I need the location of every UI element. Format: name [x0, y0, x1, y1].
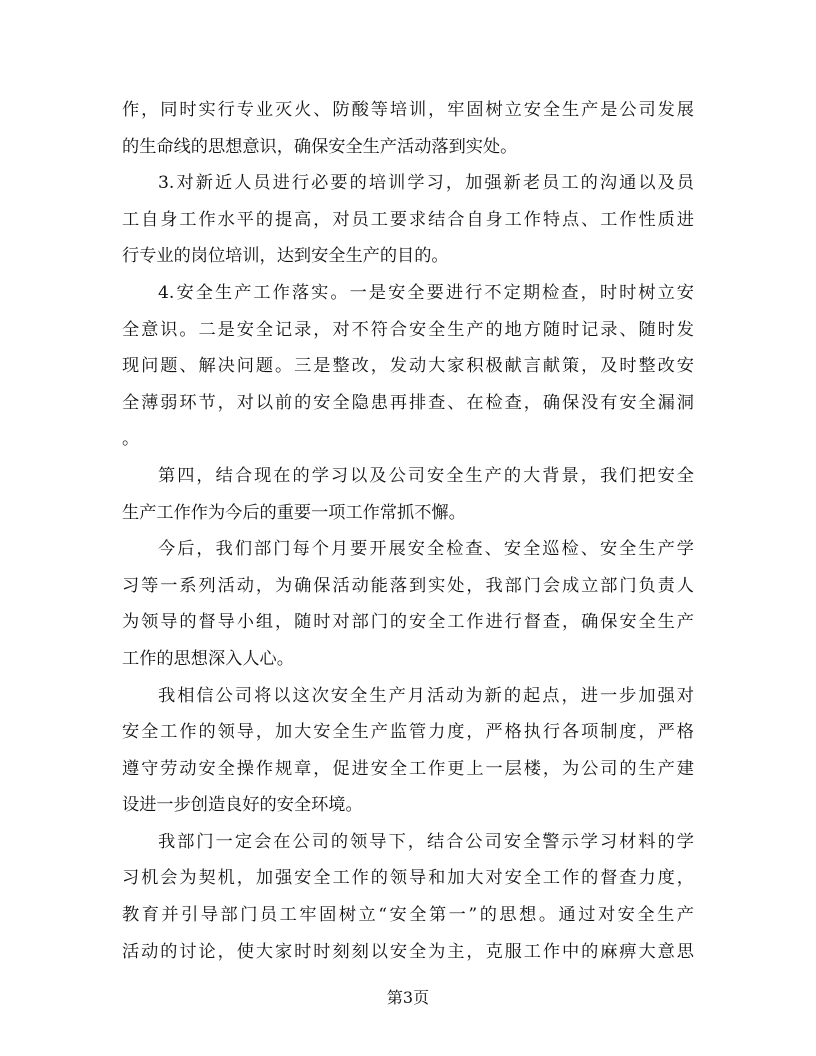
- text-line: 习机会为契机，加强安全工作的领导和加大对安全工作的督查力度，: [122, 868, 694, 889]
- text-line: 行专业的岗位培训，达到安全生产的目的。: [122, 246, 449, 267]
- text-line: 现问题、解决问题。三是整改，发动大家积极献言献策，及时整改安: [122, 356, 694, 377]
- text-line: 我相信公司将以这次安全生产月活动为新的起点，进一步加强对: [158, 685, 694, 706]
- text-line: 4.安全生产工作落实。一是安全要进行不定期检查，时时树立安: [158, 282, 694, 303]
- text-line: 遵守劳动安全操作规章，促进安全工作更上一层楼，为公司的生产建: [122, 758, 694, 779]
- text-line: 第四，结合现在的学习以及公司安全生产的大背景，我们把安全: [158, 465, 694, 486]
- text-line: 全意识。二是安全记录，对不符合安全生产的地方随时记录、随时发: [122, 319, 694, 340]
- text-line: 工作的思想深入人心。: [122, 648, 294, 669]
- text-line: 生产工作作为今后的重要一项工作常抓不懈。: [122, 502, 466, 523]
- text-line: 教育并引导部门员工牢固树立“安全第一”的思想。通过对安全生产: [122, 905, 694, 926]
- page-number: 第3页: [386, 988, 430, 1007]
- text-line: 今后，我们部门每个月要开展安全检查、安全巡检、安全生产学: [158, 539, 694, 560]
- text-line: 我部门一定会在公司的领导下，结合公司安全警示学习材料的学: [158, 831, 694, 852]
- text-line: 安全工作的领导，加大安全生产监管力度，严格执行各项制度，严格: [122, 722, 694, 743]
- text-line: 工自身工作水平的提高，对员工要求结合自身工作特点、工作性质进: [122, 209, 694, 230]
- text-line: 作，同时实行专业灭火、防酸等培训，牢固树立安全生产是公司发展: [122, 100, 694, 120]
- text-line: 活动的讨论，使大家时时刻刻以安全为主，克服工作中的麻痹大意思: [122, 941, 694, 962]
- text-line: 为领导的督导小组，随时对部门的安全工作进行督查，确保安全生产: [122, 612, 694, 633]
- text-line: 3.对新近人员进行必要的培训学习，加强新老员工的沟通以及员: [158, 173, 694, 194]
- text-line: 习等一系列活动，为确保活动能落到实处，我部门会成立部门负责人: [122, 575, 694, 596]
- text-line: 的生命线的思想意识，确保安全生产活动落到实处。: [122, 136, 518, 157]
- text-line: 设进一步创造良好的安全环境。: [122, 795, 363, 816]
- text-line: 全薄弱环节，对以前的安全隐患再排查、在检查，确保没有安全漏洞: [122, 392, 694, 413]
- body-text: [122, 92, 694, 970]
- text-line: 。: [122, 429, 140, 450]
